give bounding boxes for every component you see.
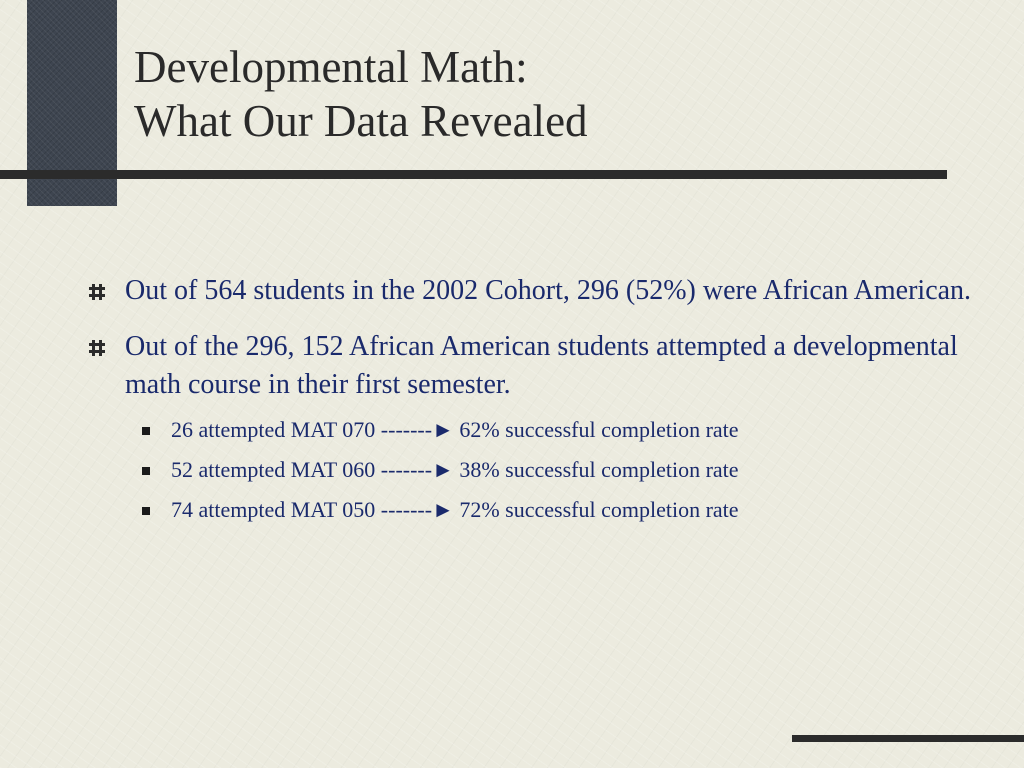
bullet-text: Out of 564 students in the 2002 Cohort, 296 (52%) were African American. [125, 275, 972, 306]
sub-bullet-text: 26 attempted MAT 070 -------► 62% successful completion rate [171, 417, 739, 442]
title-rule [0, 170, 947, 179]
hash-bullet-icon [88, 339, 106, 357]
bullet-item [88, 272, 988, 310]
bullet-list [88, 272, 988, 548]
bullet-item [88, 328, 988, 530]
square-bullet-icon [142, 427, 150, 435]
footer-rule [792, 735, 1024, 742]
bullet-text: Out of the 296, 152 African American students attempted a developmental math course in their first semester. [125, 331, 958, 400]
slide-title [134, 40, 588, 148]
sub-bullet-list [125, 410, 988, 530]
square-bullet-icon [142, 467, 150, 475]
sub-bullet-item [125, 410, 988, 450]
title-line-2: What Our Data Revealed [134, 96, 588, 146]
sub-bullet-text: 74 attempted MAT 050 -------► 72% successful completion rate [171, 497, 739, 522]
sub-bullet-item [125, 450, 988, 490]
title-line-1: Developmental Math: [134, 42, 528, 92]
square-bullet-icon [142, 507, 150, 515]
sub-bullet-item [125, 490, 988, 530]
sub-bullet-text: 52 attempted MAT 060 -------► 38% successful completion rate [171, 457, 739, 482]
hash-bullet-icon [88, 283, 106, 301]
